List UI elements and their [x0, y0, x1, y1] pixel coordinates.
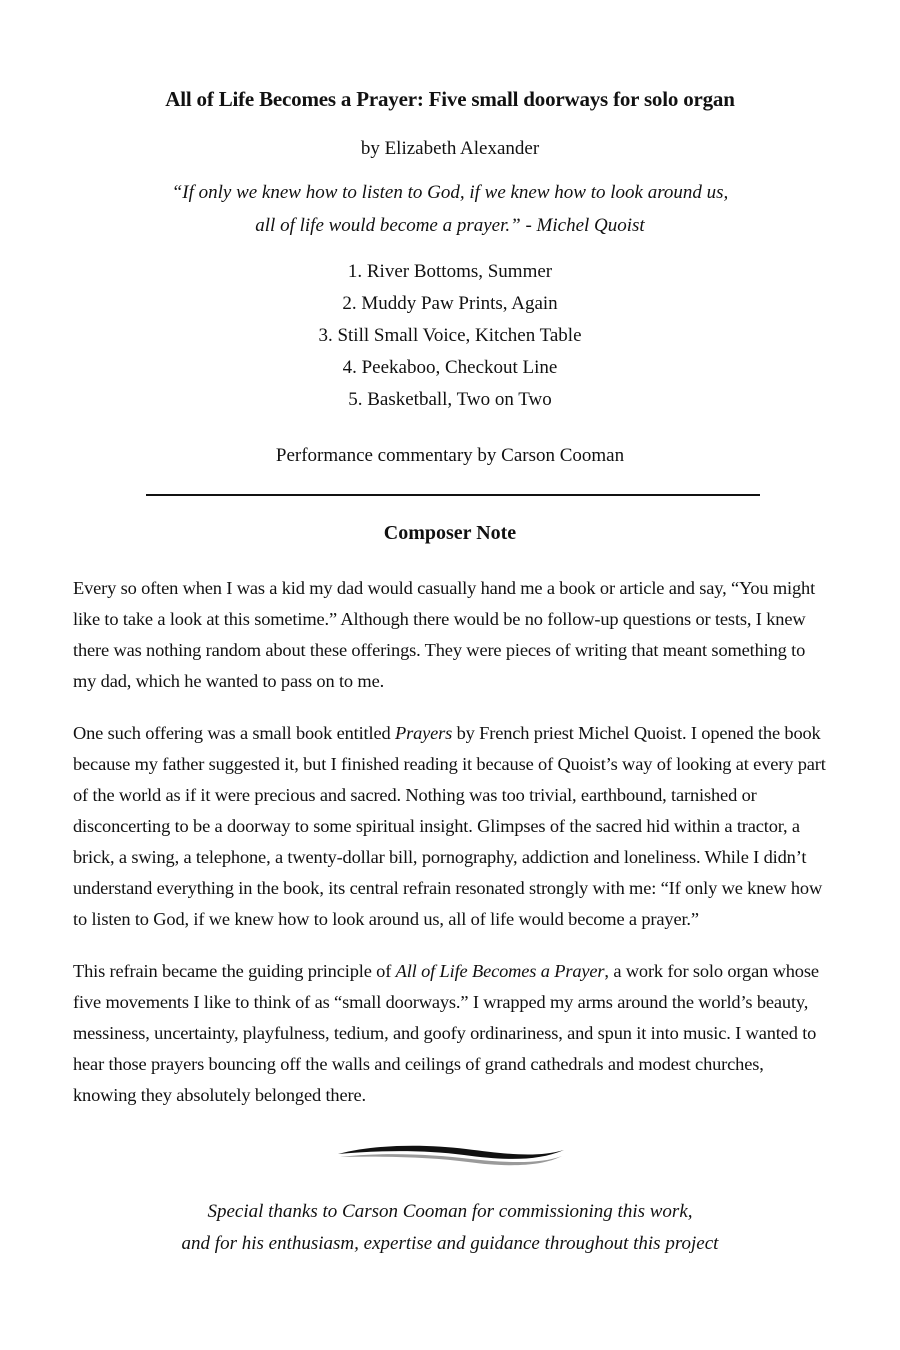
performance-commentary-credit: Performance commentary by Carson Cooman	[275, 445, 625, 466]
movement-item: 3. Still Small Voice, Kitchen Table	[318, 325, 582, 346]
movement-item: 5. Basketball, Two on Two	[348, 389, 552, 410]
epigraph-line-1: “If only we knew how to listen to God, if we knew how to look around us,	[171, 182, 729, 203]
paragraph-text: This refrain became the guiding principle of	[73, 961, 396, 981]
composer-note-paragraph-1: Every so often when I was a kid my dad would casually hand me a book or article and say, “You might like to take a look at this sometime.” Although there would be no follow-up questions or tests, I knew there was nothing random about these offerings. They were pieces of writing that meant something to my dad, which he wanted to pass on to me.	[73, 578, 816, 691]
movement-item: 2. Muddy Paw Prints, Again	[342, 293, 558, 314]
epigraph-line-2: all of life would become a prayer.” - Michel Quoist	[255, 215, 645, 236]
acknowledgement-line-2: and for his enthusiasm, expertise and guidance throughout this project	[181, 1233, 719, 1254]
movement-item: 4. Peekaboo, Checkout Line	[342, 357, 558, 378]
movement-item: 1. River Bottoms, Summer	[347, 261, 553, 282]
work-title: All of Life Becomes a Prayer	[395, 961, 605, 981]
paragraph-text: , a work for solo organ whose five movements I like to think of as “small doorways.” I wrapped my arms around the world’s beauty, messiness, uncertainty, playfulness, tedium, and goofy ordinariness, and spun it into music. I wanted to hear those prayers bouncing off the walls and ceilings of grand cathedrals and modest churches, knowing they absolutely belonged there.	[73, 961, 819, 1105]
paragraph-text: by French priest Michel Quoist. I opened the book because my father suggested it, but I finished reading it because of Quoist’s way of looking at every part of the world as if it were precious and sacred. Nothing was too trivial, earthbound, tarnished or disconcerting to be a doorway to some spiritual insight. Glimpses of the sacred hid within a tractor, a brick, a swing, a telephone, a twenty-dollar bill, pornography, addiction and loneliness. While I didn’t understand everything in the book, its central refrain resonated strongly with me: “If only we knew how to listen to God, if we knew how to look around us, all of life would become a prayer.”	[73, 723, 826, 929]
composer-note-paragraph-3	[73, 956, 831, 1111]
book-title-prayers: Prayers	[394, 723, 453, 743]
paragraph-text: One such offering was a small book entitled	[73, 723, 395, 743]
page-title: All of Life Becomes a Prayer: Five small doorways for solo organ	[165, 87, 735, 111]
composer-byline: by Elizabeth Alexander	[360, 138, 540, 159]
section-divider-rule	[146, 494, 760, 496]
composer-note-body	[73, 573, 831, 1132]
acknowledgement	[0, 1196, 900, 1260]
composer-note-heading: Composer Note	[383, 522, 517, 544]
decorative-flourish-icon	[336, 1140, 566, 1170]
composer-note-paragraph-2	[73, 718, 831, 935]
acknowledgement-line-1: Special thanks to Carson Cooman for commissioning this work,	[207, 1201, 693, 1222]
movement-list	[0, 256, 900, 416]
epigraph-quote	[0, 176, 900, 242]
